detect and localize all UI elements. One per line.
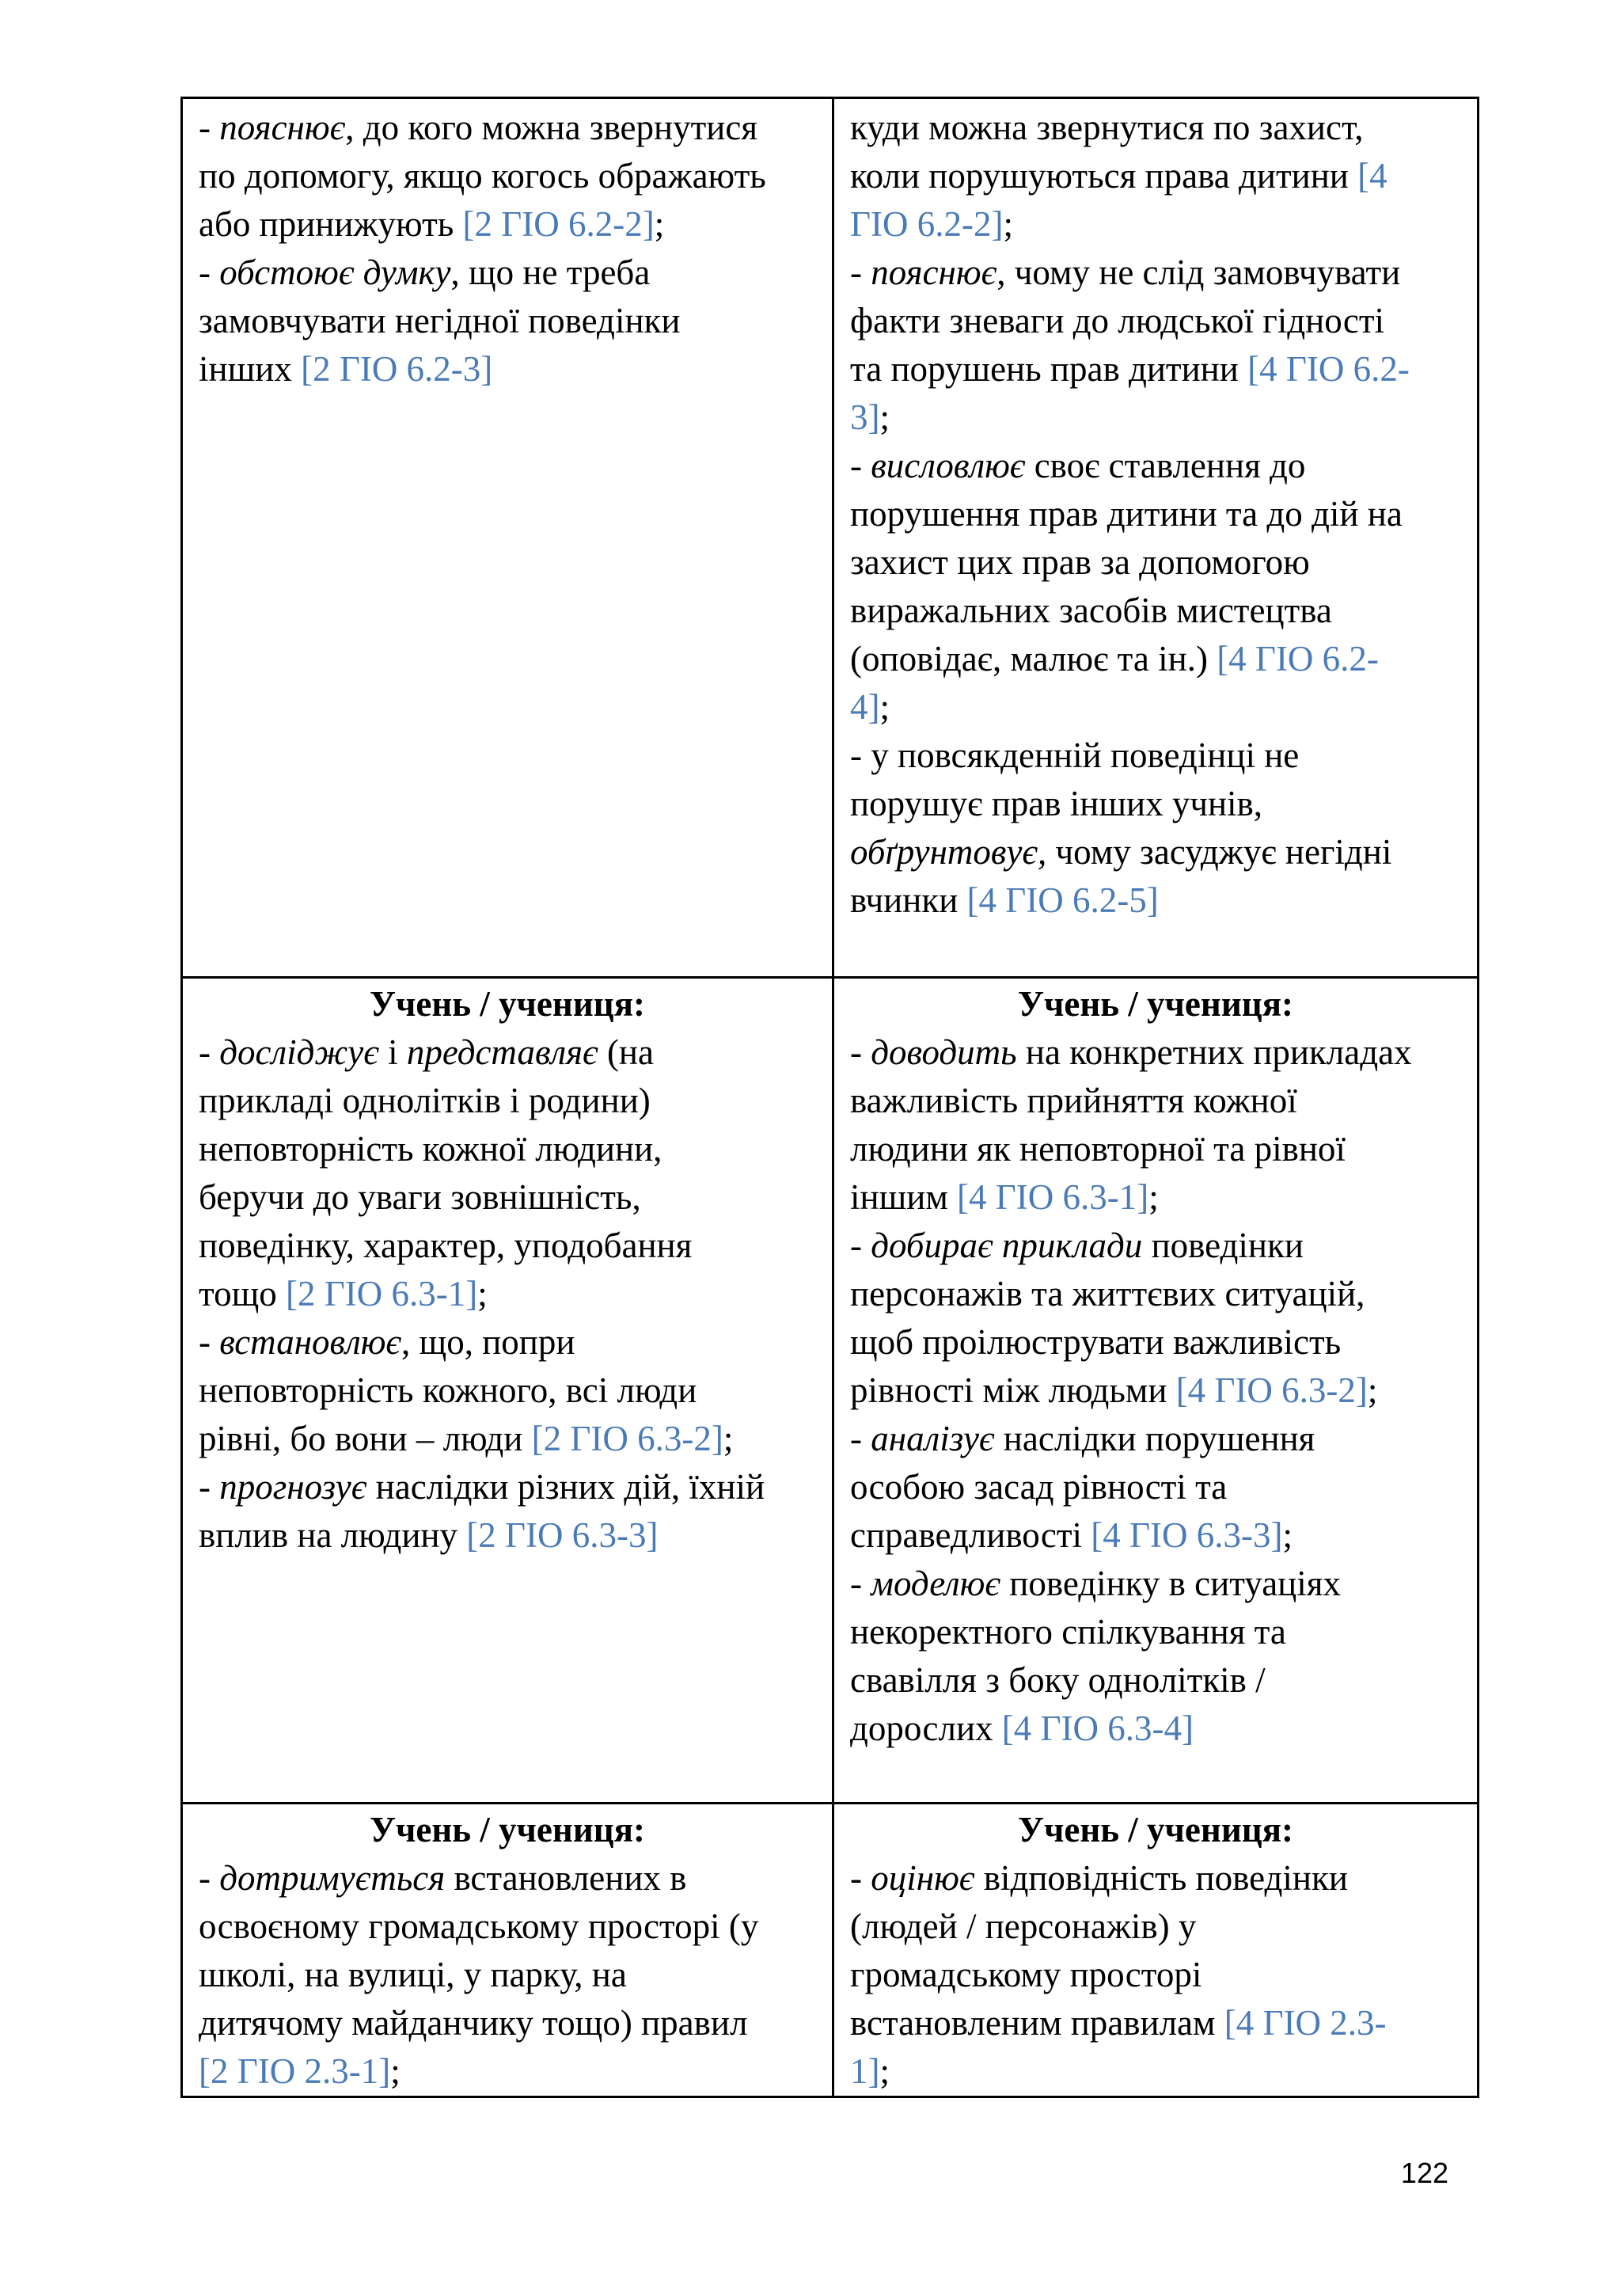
cell-heading: Учень / учениця: bbox=[369, 1810, 646, 1849]
text-line bbox=[199, 1854, 816, 1903]
text-run: замовчувати негідної поведінки bbox=[199, 301, 681, 340]
text-line bbox=[850, 1854, 1461, 1903]
text-run: (на bbox=[598, 1032, 654, 1072]
text-run: ; bbox=[1367, 1370, 1378, 1410]
text-run: - bbox=[850, 1858, 871, 1898]
text-run: інших bbox=[199, 349, 302, 389]
text-run: - у повсякденній поведінці не bbox=[850, 736, 1300, 775]
text-run: школі, на вулиці, у парку, на bbox=[199, 1955, 627, 1994]
text-run: рівні, бо вони – люди bbox=[199, 1419, 532, 1458]
text-run: та порушень прав дитини bbox=[850, 349, 1248, 389]
text-line bbox=[850, 2047, 1461, 2096]
text-line bbox=[850, 1999, 1461, 2047]
reference-link[interactable]: [4 ГІО 6.3-3] bbox=[1091, 1515, 1283, 1555]
reference-link[interactable]: [2 ГІО 6.3-1] bbox=[285, 1274, 478, 1313]
text-run: беручи до уваги зовнішність, bbox=[199, 1177, 641, 1217]
text-line bbox=[199, 2047, 816, 2096]
text-run: захист цих прав за допомогою bbox=[850, 542, 1310, 582]
text-run: - bbox=[850, 253, 871, 292]
emphasis-text: пояснює bbox=[219, 108, 346, 147]
text-line bbox=[850, 876, 1461, 925]
text-line bbox=[199, 1318, 816, 1367]
cell-content bbox=[850, 1854, 1461, 2096]
text-line bbox=[199, 1222, 816, 1270]
text-line bbox=[199, 1125, 816, 1173]
text-line bbox=[850, 1077, 1461, 1125]
reference-link[interactable]: [2 ГІО 6.2-2] bbox=[462, 204, 655, 244]
text-line bbox=[199, 1028, 816, 1077]
text-line bbox=[199, 152, 816, 200]
text-run: ; bbox=[1282, 1515, 1293, 1555]
cell-heading: Учень / учениця: bbox=[369, 984, 646, 1024]
text-line bbox=[850, 1028, 1461, 1077]
text-run: громадському просторі bbox=[850, 1955, 1202, 1994]
text-run: своє ставлення до bbox=[1025, 446, 1306, 485]
text-run: відповідність поведінки bbox=[974, 1858, 1348, 1898]
reference-link[interactable]: [4 bbox=[1357, 156, 1388, 196]
text-run: ; bbox=[1003, 204, 1013, 244]
text-run: порушення прав дитини та до дій на bbox=[850, 494, 1403, 534]
cell-content bbox=[199, 1028, 816, 1560]
text-run: тощо bbox=[199, 1274, 286, 1313]
text-line bbox=[199, 297, 816, 345]
reference-link[interactable]: [2 ГІО 6.3-2] bbox=[531, 1419, 723, 1458]
emphasis-text: дотримується bbox=[219, 1858, 446, 1898]
text-run: - bbox=[850, 1564, 871, 1603]
emphasis-text: моделює bbox=[871, 1564, 1001, 1603]
text-run: ; bbox=[477, 1274, 488, 1313]
text-run: встановленим правилам bbox=[850, 2003, 1224, 2043]
cell-heading: Учень / учениця: bbox=[1017, 1810, 1294, 1849]
text-run: важливість прийняття кожної bbox=[850, 1081, 1297, 1120]
text-run: дитячому майданчику тощо) правил bbox=[199, 2003, 748, 2043]
emphasis-text: аналізує bbox=[871, 1419, 995, 1458]
text-run: іншим bbox=[850, 1177, 958, 1217]
text-run: вчинки bbox=[850, 880, 967, 920]
text-line bbox=[850, 732, 1461, 780]
text-line bbox=[199, 1463, 816, 1511]
text-line bbox=[850, 249, 1461, 297]
reference-link[interactable]: [4 ГІО 6.2- bbox=[1247, 349, 1410, 389]
reference-link[interactable]: [2 ГІО 6.2-3] bbox=[301, 349, 493, 389]
text-line bbox=[850, 538, 1461, 587]
text-line bbox=[850, 1270, 1461, 1318]
text-run: і bbox=[378, 1032, 407, 1072]
text-run: освоєному громадському просторі (у bbox=[199, 1906, 759, 1946]
emphasis-text: висловлює bbox=[871, 446, 1026, 485]
text-run: дорослих bbox=[850, 1709, 1002, 1748]
table-row bbox=[182, 978, 1479, 1804]
text-run: ; bbox=[1148, 1177, 1159, 1217]
table-cell bbox=[833, 98, 1479, 978]
text-run: неповторність кожного, всі люди bbox=[199, 1370, 697, 1410]
text-line bbox=[199, 1951, 816, 1999]
text-run: чому засуджує негідні bbox=[1046, 832, 1392, 872]
emphasis-text: добирає приклади bbox=[871, 1226, 1143, 1265]
text-line bbox=[850, 1511, 1461, 1560]
text-run: ; bbox=[879, 2051, 890, 2091]
reference-link[interactable]: [4 ГІО 6.3-1] bbox=[957, 1177, 1149, 1217]
text-line bbox=[199, 1415, 816, 1463]
text-line bbox=[199, 1367, 816, 1415]
text-run: поведінку, характер, уподобання bbox=[199, 1226, 693, 1265]
text-run: - bbox=[850, 1032, 871, 1072]
text-line bbox=[850, 828, 1461, 876]
text-line bbox=[850, 780, 1461, 828]
text-line bbox=[199, 345, 816, 393]
text-run: вплив на людину bbox=[199, 1515, 467, 1555]
table-cell bbox=[182, 1804, 833, 2097]
text-run: - bbox=[850, 1226, 871, 1265]
text-line bbox=[850, 1173, 1461, 1222]
text-line bbox=[850, 1367, 1461, 1415]
text-line bbox=[850, 1222, 1461, 1270]
text-line bbox=[199, 1173, 816, 1222]
reference-link[interactable]: 4] bbox=[850, 687, 880, 727]
emphasis-text: оцінює bbox=[871, 1858, 975, 1898]
text-run: наслідки різних дій, їхній bbox=[366, 1467, 765, 1507]
text-line bbox=[199, 1270, 816, 1318]
text-run: ; bbox=[879, 397, 890, 437]
outcomes-table bbox=[180, 97, 1479, 2098]
table-cell bbox=[182, 98, 833, 978]
reference-link[interactable]: [4 ГІО 2.3- bbox=[1224, 2003, 1387, 2043]
reference-link[interactable]: [4 ГІО 6.2- bbox=[1217, 639, 1379, 679]
text-run: - bbox=[199, 1467, 220, 1507]
text-run: справедливості bbox=[850, 1515, 1091, 1555]
reference-link[interactable]: [4 ГІО 6.2-5] bbox=[966, 880, 1159, 920]
text-run: виражальних засобів мистецтва bbox=[850, 591, 1332, 630]
text-run: поведінку в ситуаціях bbox=[1000, 1564, 1341, 1603]
text-run: некоректного спілкування та bbox=[850, 1612, 1286, 1652]
reference-link[interactable]: [2 ГІО 2.3-1] bbox=[199, 2051, 391, 2091]
text-run: неповторність кожної людини, bbox=[199, 1129, 662, 1169]
text-run: рівності між людьми bbox=[850, 1370, 1176, 1410]
text-line bbox=[850, 587, 1461, 635]
text-line bbox=[850, 393, 1461, 442]
emphasis-text: встановлює bbox=[219, 1322, 402, 1362]
text-run: - bbox=[850, 446, 871, 485]
text-line bbox=[850, 1951, 1461, 1999]
text-run: - bbox=[199, 1322, 220, 1362]
text-run: ; bbox=[654, 204, 665, 244]
text-line bbox=[199, 249, 816, 297]
reference-link[interactable]: [4 ГІО 6.3-4] bbox=[1001, 1709, 1194, 1748]
text-run: встановлених в bbox=[445, 1858, 687, 1898]
text-line bbox=[850, 1560, 1461, 1608]
text-run: по допомогу, якщо когось ображають bbox=[199, 156, 766, 196]
emphasis-text: представляє bbox=[406, 1032, 598, 1072]
text-line bbox=[850, 1318, 1461, 1367]
text-line bbox=[850, 1903, 1461, 1951]
text-line bbox=[850, 442, 1461, 490]
text-run: на конкретних прикладах bbox=[1016, 1032, 1412, 1072]
text-run: , чому не слід замовчувати bbox=[997, 253, 1401, 292]
text-run: коли порушуються права дитини bbox=[850, 156, 1358, 196]
text-line bbox=[199, 1511, 816, 1560]
text-line bbox=[850, 1608, 1461, 1656]
text-run: - bbox=[199, 1032, 220, 1072]
text-run: - bbox=[199, 108, 220, 147]
reference-link[interactable]: ГІО 6.2-2] bbox=[850, 204, 1004, 244]
text-run: , що не треба bbox=[450, 253, 651, 292]
text-run: - bbox=[199, 1858, 220, 1898]
text-line bbox=[850, 1656, 1461, 1705]
cell-content bbox=[850, 1028, 1461, 1753]
text-run: (людей / персонажів) у bbox=[850, 1906, 1197, 1946]
table-row bbox=[182, 98, 1479, 978]
text-line bbox=[199, 1077, 816, 1125]
emphasis-text: пояснює bbox=[871, 253, 997, 292]
text-run: - bbox=[199, 253, 220, 292]
table-cell bbox=[182, 978, 833, 1804]
text-line bbox=[850, 297, 1461, 345]
emphasis-text: прогнозує bbox=[219, 1467, 367, 1507]
text-run: - bbox=[850, 1419, 871, 1458]
text-line bbox=[199, 1903, 816, 1951]
text-line bbox=[850, 490, 1461, 538]
reference-link[interactable]: 1] bbox=[850, 2051, 880, 2091]
cell-content bbox=[199, 1854, 816, 2096]
text-line bbox=[850, 200, 1461, 249]
text-run: або принижують bbox=[199, 204, 463, 244]
text-run: поведінки bbox=[1142, 1226, 1304, 1265]
text-run: свавілля з боку однолітків / bbox=[850, 1660, 1266, 1700]
table-cell bbox=[833, 978, 1479, 1804]
emphasis-text: доводить bbox=[871, 1032, 1017, 1072]
text-run: (оповідає, малює та ін.) bbox=[850, 639, 1217, 679]
text-run: людини як неповторної та рівної bbox=[850, 1129, 1346, 1169]
emphasis-text: обстоює думку bbox=[219, 253, 451, 292]
text-line bbox=[199, 1999, 816, 2047]
text-run: прикладі однолітків і родини) bbox=[199, 1081, 651, 1120]
text-run: щоб проілюструвати важливість bbox=[850, 1322, 1342, 1362]
text-run: , до кого можна звернутися bbox=[345, 108, 758, 147]
text-run: особою засад рівності та bbox=[850, 1467, 1228, 1507]
reference-link[interactable]: 3] bbox=[850, 397, 880, 437]
text-line bbox=[850, 152, 1461, 200]
text-line bbox=[850, 104, 1461, 152]
cell-heading: Учень / учениця: bbox=[1017, 984, 1294, 1024]
text-run: наслідки порушення bbox=[994, 1419, 1315, 1458]
text-run: куди можна звернутися по захист, bbox=[850, 108, 1364, 147]
text-run: , що, попри bbox=[401, 1322, 575, 1362]
emphasis-text: обґрунтовує, bbox=[850, 832, 1047, 872]
table-row bbox=[182, 1804, 1479, 2097]
text-run: ; bbox=[390, 2051, 401, 2091]
text-line bbox=[850, 635, 1461, 683]
text-line bbox=[850, 1125, 1461, 1173]
text-run: ; bbox=[723, 1419, 734, 1458]
table-cell bbox=[833, 1804, 1479, 2097]
page-number: 122 bbox=[1400, 2157, 1448, 2189]
text-line bbox=[199, 200, 816, 249]
text-line bbox=[850, 1705, 1461, 1753]
text-line bbox=[850, 683, 1461, 732]
text-line bbox=[199, 104, 816, 152]
reference-link[interactable]: [2 ГІО 6.3-3] bbox=[466, 1515, 659, 1555]
text-line bbox=[850, 345, 1461, 393]
text-line bbox=[850, 1463, 1461, 1511]
text-run: ; bbox=[879, 687, 890, 727]
text-run: порушує прав інших учнів, bbox=[850, 784, 1263, 823]
emphasis-text: досліджує bbox=[219, 1032, 379, 1072]
text-line bbox=[850, 1415, 1461, 1463]
text-run: факти зневаги до людської гідності bbox=[850, 301, 1384, 340]
reference-link[interactable]: [4 ГІО 6.3-2] bbox=[1175, 1370, 1368, 1410]
text-run: персонажів та життєвих ситуацій, bbox=[850, 1274, 1365, 1313]
